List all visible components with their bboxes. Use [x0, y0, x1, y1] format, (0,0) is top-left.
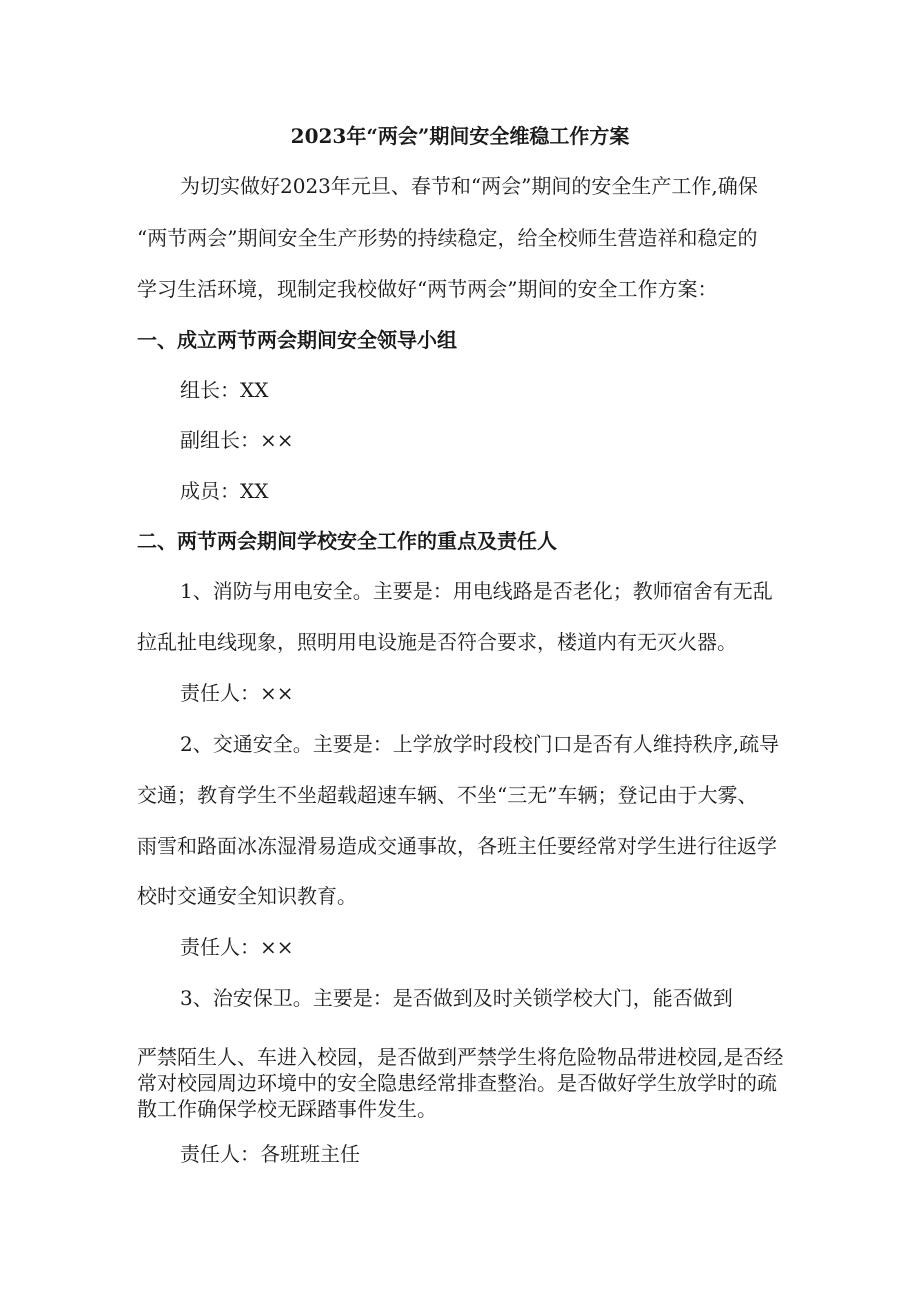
section-2-heading: 二、两节两会期间学校安全工作的重点及责任人: [137, 529, 557, 553]
item-2-line-4: 校时交通安全知识教育。: [137, 884, 357, 908]
deputy-line: 副组长：××: [180, 428, 294, 452]
intro-line-3: 学习生活环境，现制定我校做好“两节两会”期间的安全工作方案：: [137, 277, 718, 301]
document-title: 2023年“两会”期间安全维稳工作方案: [290, 124, 630, 148]
item-3-line-4: 散工作确保学校无踩踏事件发生。: [137, 1097, 437, 1121]
item-3-line-2: 严禁陌生人、车进入校园，是否做到严禁学生将危险物品带进校园,是否经: [137, 1045, 784, 1069]
leader-line: 组长：XX: [180, 378, 269, 402]
item-1-line-2: 拉乱扯电线现象，照明用电设施是否符合要求，楼道内有无灭火器。: [137, 630, 737, 654]
item-3-responsible: 责任人：各班班主任: [180, 1142, 360, 1166]
item-1-responsible: 责任人：××: [180, 681, 294, 705]
item-2-line-3: 雨雪和路面冰冻湿滑易造成交通事故，各班主任要经常对学生进行往返学: [137, 834, 777, 858]
section-1-heading: 一、成立两节两会期间安全领导小组: [137, 328, 457, 352]
intro-line-2: “两节两会”期间安全生产形势的持续稳定，给全校师生营造祥和稳定的: [137, 226, 758, 250]
members-line: 成员：XX: [180, 479, 269, 503]
item-3-line-1: 3、治安保卫。主要是：是否做到及时关锁学校大门，能否做到: [180, 986, 733, 1010]
item-2-responsible: 责任人：××: [180, 935, 294, 959]
item-1-line-1: 1、消防与用电安全。主要是：用电线路是否老化；教师宿舍有无乱: [180, 579, 773, 603]
item-2-line-2: 交通；教育学生不坐超载超速车辆、不坐“三无”车辆；登记由于大雾、: [137, 783, 758, 807]
intro-line-1: 为切实做好2023年元旦、春节和“两会”期间的安全生产工作,确保: [180, 174, 758, 198]
item-3-line-3: 常对校园周边环境中的安全隐患经常排查整治。是否做好学生放学时的疏: [137, 1071, 777, 1095]
item-2-line-1: 2、交通安全。主要是：上学放学时段校门口是否有人维持秩序,疏导: [180, 732, 780, 756]
